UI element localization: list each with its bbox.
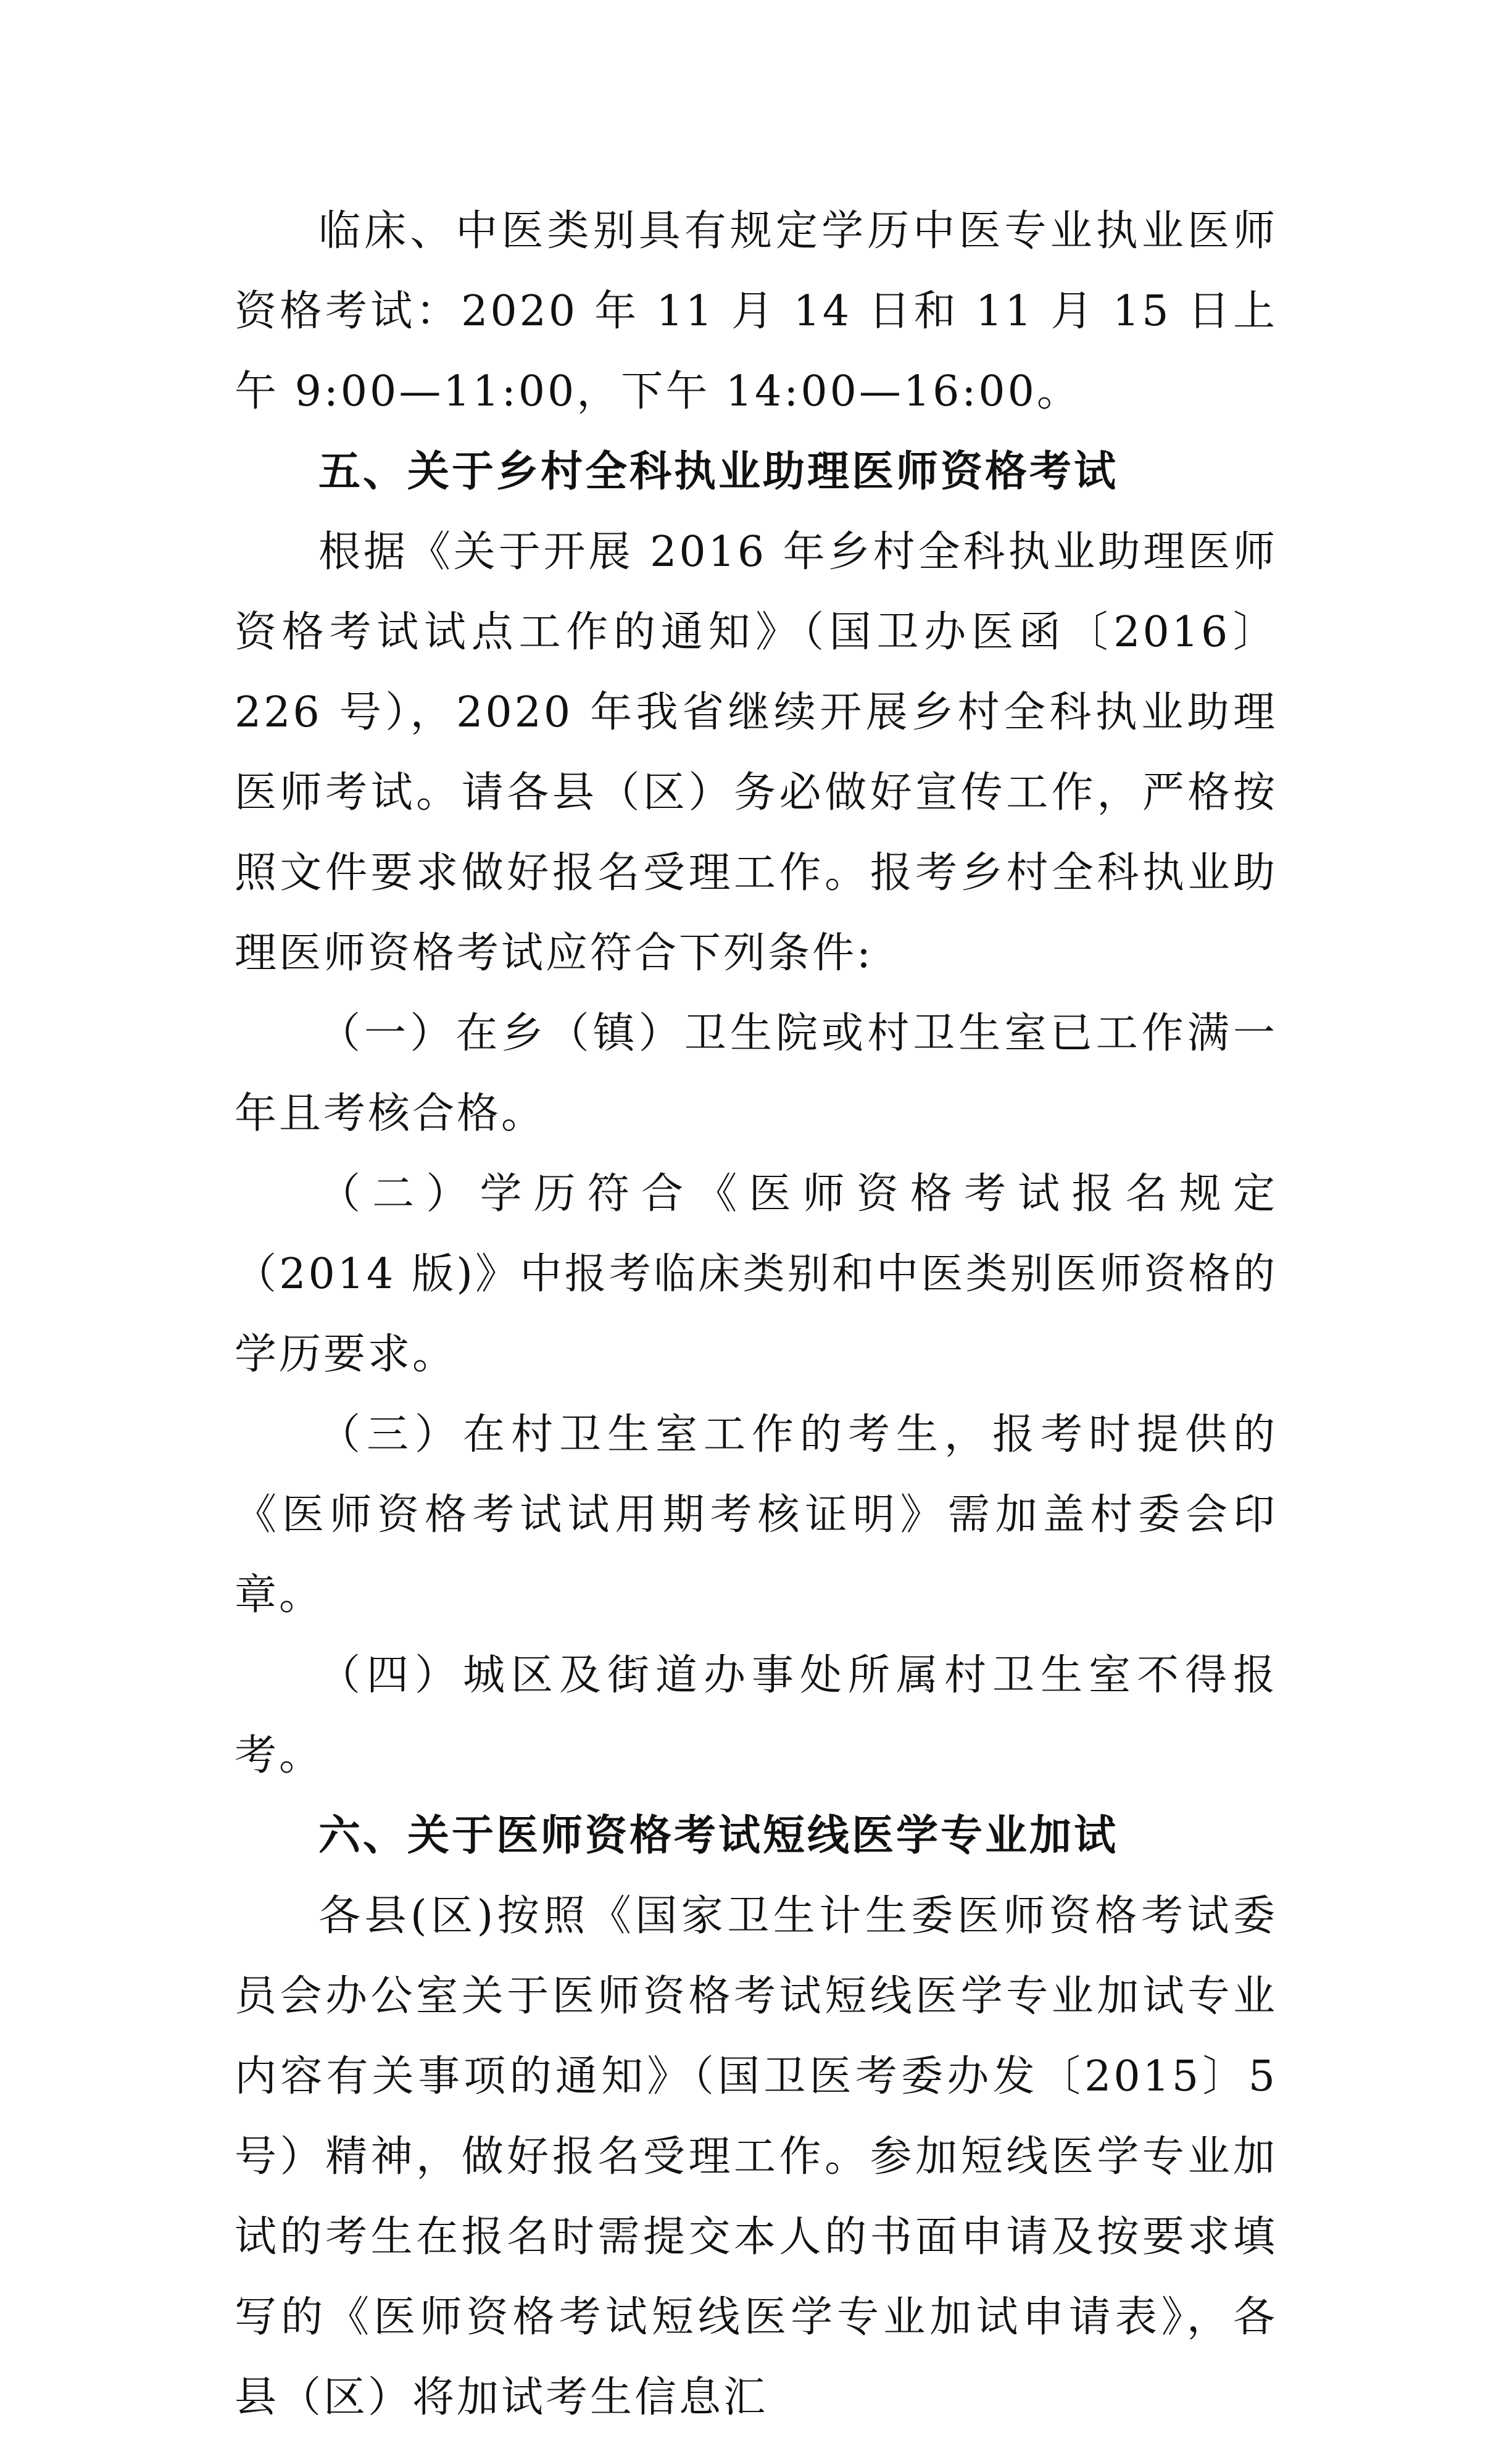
document-body [235, 191, 1277, 2438]
rural-exam-paragraph: 根据《关于开展 2016 年乡村全科执业助理医师资格考试试点工作的通知》（国卫办医函〔2016〕226 号），2020 年我省继续开展乡村全科执业助理医师考试。请各县（区）务必做好宣传工作，严格按照文件要求做好报名受理工作。报考乡村全科执业助理医师资格考试应符合下列条件: [235, 528, 1277, 978]
condition-two-paragraph: （二）学历符合《医师资格考试报名规定（2014 版)》中报考临床类别和中医类别医师资格的学历要求。 [235, 1170, 1277, 1379]
exam-time-paragraph: 临床、中医类别具有规定学历中医专业执业医师资格考试：2020 年 11 月 14 日和 11 月 15 日上午 9:00—11:00，下午 14:00—16:00。 [235, 207, 1277, 416]
section-five-heading: 五、关于乡村全科执业助理医师资格考试 [318, 447, 1119, 496]
additional-exam-paragraph: 各县(区)按照《国家卫生计生委医师资格考试委员会办公室关于医师资格考试短线医学专业加试专业内容有关事项的通知》（国卫医考委办发〔2015〕5 号）精神，做好报名受理工作。参加短线医学专业加试的考生在报名时需提交本人的书面申请及按要求填写的《医师资格考试短线医学专业加试申请表》，各县（区）将加试考生信息汇 [235, 1892, 1277, 2422]
section-six-heading: 六、关于医师资格考试短线医学专业加试 [318, 1812, 1119, 1860]
condition-one-paragraph: （一）在乡（镇）卫生院或村卫生室已工作满一年且考核合格。 [235, 1009, 1277, 1138]
condition-three-paragraph: （三）在村卫生室工作的考生，报考时提供的《医师资格考试试用期考核证明》需加盖村委会印章。 [235, 1410, 1277, 1620]
condition-four-paragraph: （四）城区及街道办事处所属村卫生室不得报考。 [235, 1651, 1277, 1780]
